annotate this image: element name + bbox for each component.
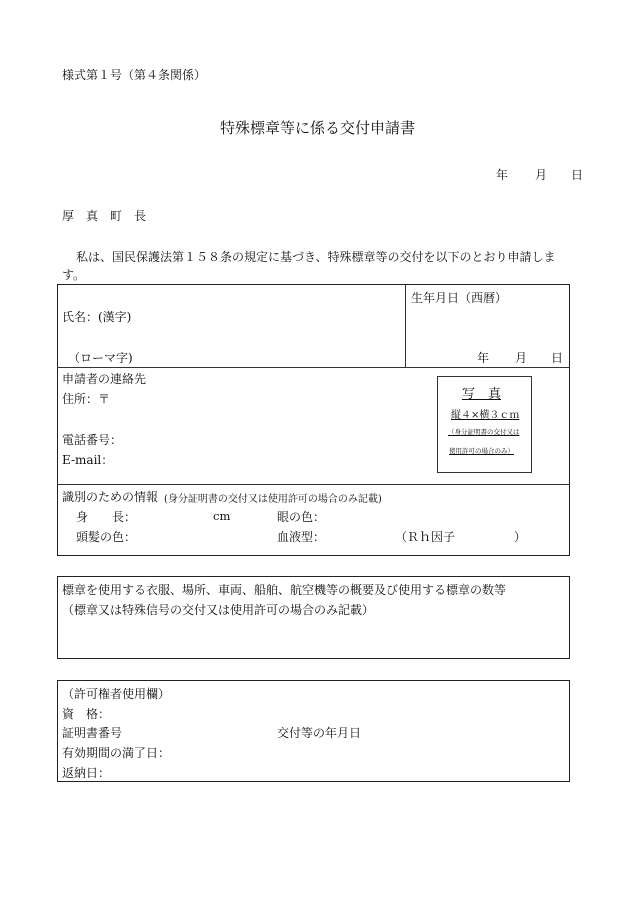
date-month: 月 (535, 168, 548, 182)
intro-line-2: す。 (62, 268, 86, 282)
birthdate-label: 生年月日（西暦） (411, 291, 508, 305)
certificate-number-label: 証明書番号 (62, 726, 123, 740)
usage-line-1: 標章を使用する衣服、場所、車両、船舶、航空機等の概要及び使用する標章の数等 (62, 583, 507, 597)
divider (405, 284, 406, 367)
identification-note: (身分証明書の交付又は使用許可の場合のみ記載) (164, 494, 382, 505)
expiry-label: 有効期間の満了日： (62, 746, 171, 760)
divider (57, 484, 570, 485)
intro-line-1: 私は、国民保護法第１５８条の規定に基づき、特殊標章等の交付を以下のとおり申請しま (76, 250, 556, 264)
rh-factor-close: ） (514, 530, 527, 544)
height-unit: cm (213, 509, 231, 523)
email-label: E-mail： (62, 453, 114, 467)
hair-color-label: 頭髪の色： (76, 530, 137, 544)
usage-line-2: （標章又は特殊信号の交付又は使用許可の場合のみ記載） (62, 603, 375, 617)
date-day: 日 (571, 168, 584, 182)
photo-note-1: （身分証明書の交付又は (448, 428, 520, 436)
issue-date-label: 交付等の年月日 (277, 726, 362, 740)
divider (57, 367, 570, 368)
form-number: 様式第１号（第４条関係） (62, 68, 207, 82)
birth-day: 日 (551, 351, 564, 365)
photo-size: 縦４×横３ｃｍ (451, 410, 520, 421)
eye-color-label: 眼の色： (277, 510, 326, 524)
phone-label: 電話番号： (62, 433, 123, 447)
name-kanji-label: 氏名：(漢字) (62, 310, 132, 324)
authority-heading: （許可権者使用欄） (62, 687, 171, 701)
addressee: 厚 真 町 長 (62, 209, 147, 223)
height-label: 身 長： (76, 510, 137, 524)
qualification-label: 資 格： (62, 707, 111, 721)
contact-heading: 申請者の連絡先 (62, 372, 147, 386)
rh-factor-open: （Ｒｈ因子 (395, 530, 456, 544)
date-year: 年 (496, 168, 509, 182)
page-title: 特殊標章等に係る交付申請書 (220, 119, 416, 137)
blood-type-label: 血液型： (277, 530, 326, 544)
return-date-label: 返納日： (62, 766, 111, 780)
birth-month: 月 (515, 351, 528, 365)
photo-title: 写 真 (462, 387, 502, 402)
address-label: 住所：〒 (62, 392, 111, 406)
name-roman-label: （ローマ字) (68, 351, 133, 365)
identification-heading: 識別のための情報 (62, 490, 159, 504)
birth-year: 年 (477, 351, 490, 365)
photo-note-2: 使用許可の場合のみ） (449, 447, 514, 455)
